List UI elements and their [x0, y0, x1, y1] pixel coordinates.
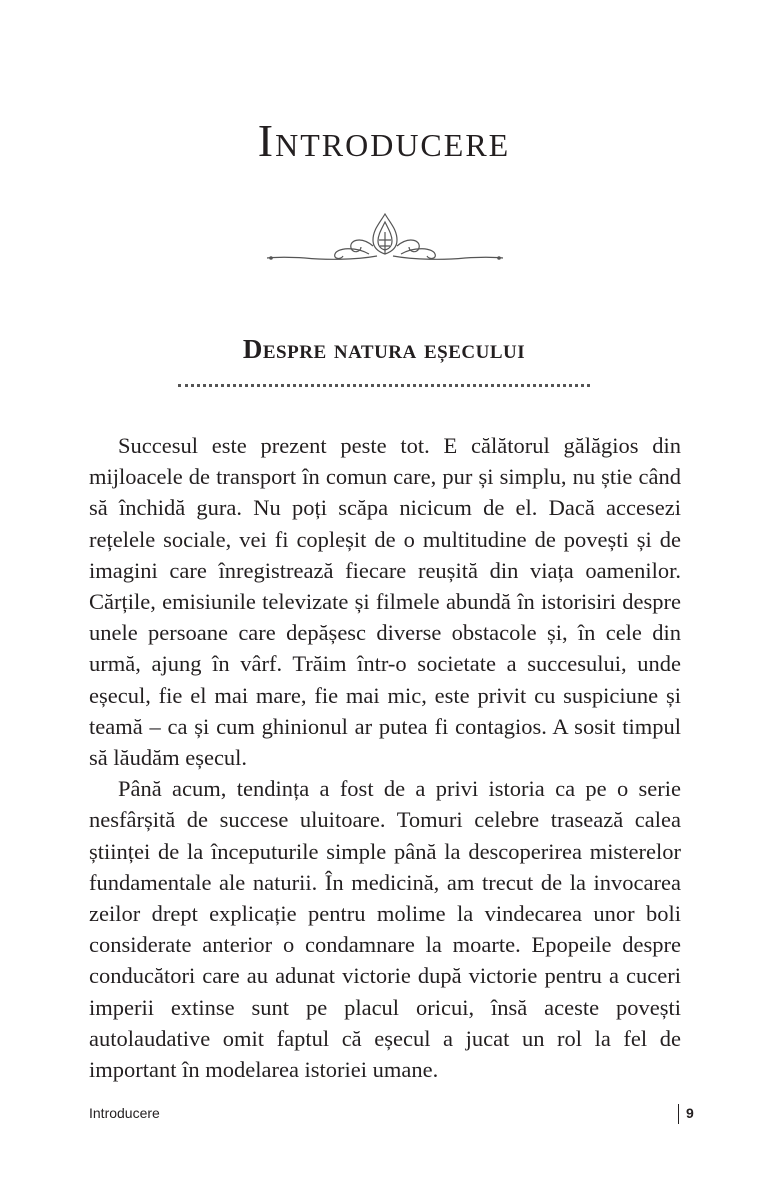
ornament-divider-icon — [265, 210, 505, 266]
running-footer-title: Introducere — [89, 1105, 160, 1121]
chapter-title: Introducere — [257, 115, 511, 166]
paragraph: Succesul este prezent peste tot. E călătorul gălăgios din mijloacele de transport în comun care, pur și simplu, nu știe când să închidă gura. Nu poți scăpa nicicum de el. Dacă accesezi rețelele sociale, vei fi copleșit de o multitudine de povești și de imagini care înregistrează fiecare reușită din viața oamenilor. Cărțile, emisiunile televizate și filmele abundă în istorisiri despre unele persoane care depășesc diverse obstacole și, în cele din urmă, ajung în vârf. Trăim într-o societate a succesului, unde eșecul, fie el mai mare, fie mai mic, este privit cu suspiciune și teamă – ca și cum ghinionul ar putea fi contagios. A sosit timpul să lăudăm eșecul. — [89, 433, 681, 771]
page-number: 9 — [686, 1105, 694, 1121]
section-title: Despre natura eșecului — [242, 334, 526, 364]
footer-separator — [678, 1104, 679, 1124]
body-text — [89, 430, 681, 1085]
paragraph: Până acum, tendința a fost de a privi istoria ca pe o serie nesfârșită de succese uluitoare. Tomuri celebre trasează calea științei de la începuturile simple până la descoperirea misterelor fundamentale ale naturii. În medicină, am trecut de la invocarea zeilor drept explicație pentru molime la vindecarea unor boli considerate anterior o condamnare la moarte. Epopeile despre conducători care au adunat victorie după victorie pentru a cuceri imperii extinse sunt pe placul oricui, însă aceste povești autolaudative omit faptul că eșecul a jucat un rol la fel de important în modelarea istoriei umane. — [89, 776, 681, 1083]
dotted-divider — [178, 378, 590, 387]
